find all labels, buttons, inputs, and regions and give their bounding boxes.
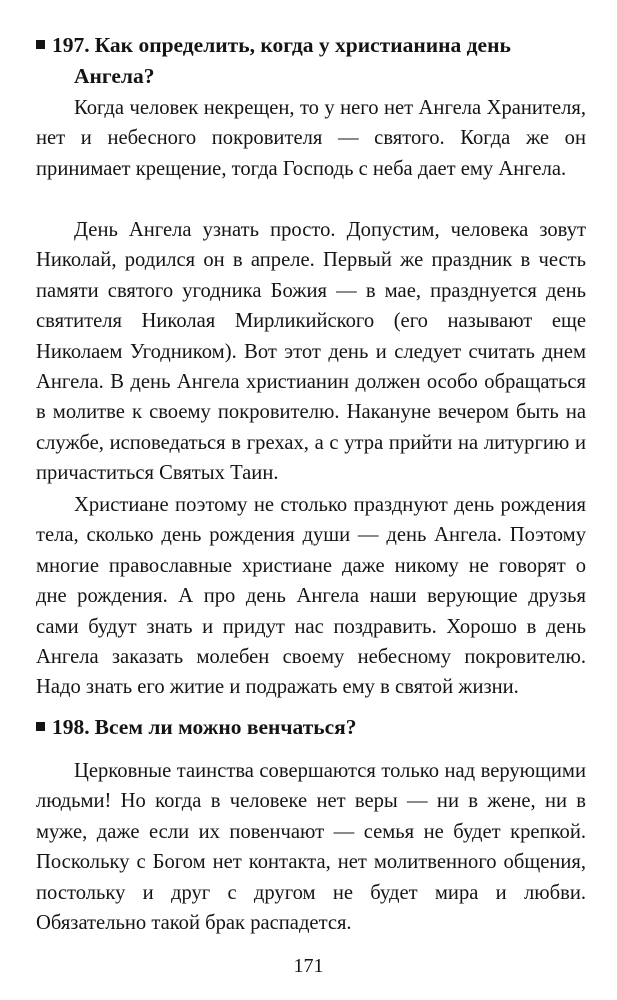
page-number: 171 [293, 955, 324, 977]
paragraph: Христиане поэтому не столько празднуют день рождения тела, сколько день рождения души — день Ангела. Поэтому многие православные христиане даже никому не говорят о дне рождения. А про день Ангела наши верующие друзья сами будут знать и придут нас поздравить. Хорошо в день Ангела заказать молебен своему небесному покровителю. Надо знать его житие и подражать ему в святой жизни. [36, 494, 586, 699]
section-number: 197. [52, 33, 90, 57]
paragraph: Церковные таинства совершаются только над верующими людьми! Но когда в человеке нет веры — ни в жене, ни в муже, даже если их повенчают — семья не будет крепкой. Поскольку с Богом нет контакта, нет молитвенного общения, постольку и друг с другом не будет мира и любви. Обязательно такой брак распадется. [36, 760, 586, 935]
section-title: Как определить, когда у христианина день [94, 33, 511, 57]
square-bullet-icon [36, 722, 45, 731]
section-heading-198 [36, 712, 592, 743]
section-title: Всем ли можно венчаться? [94, 715, 357, 739]
section-title-continued: Ангела? [74, 64, 155, 88]
section-heading-197 [36, 30, 592, 92]
paragraph: Когда человек некрещен, то у него нет Ангела Хранителя, нет и небесного покровителя — святого. Когда же он принимает крещение, тогда Господь с неба дает ему Ангела. [36, 97, 586, 180]
square-bullet-icon [36, 40, 45, 49]
paragraph: День Ангела узнать просто. Допустим, человека зовут Николай, родился он в апреле. Первый же праздник в честь памяти святого угодника Божия — в мае, празднуется день святителя Николая Мирликийского (его называют еще Николаем Угодником). Вот этот день и следует считать днем Ангела. В день Ангела христианин должен особо обращаться в молитве к своему покровителю. Накануне вечером быть на службе, исповедаться в грехах, а с утра прийти на литургию и причаститься Святых Таин. [36, 219, 586, 485]
section-number: 198. [52, 715, 90, 739]
